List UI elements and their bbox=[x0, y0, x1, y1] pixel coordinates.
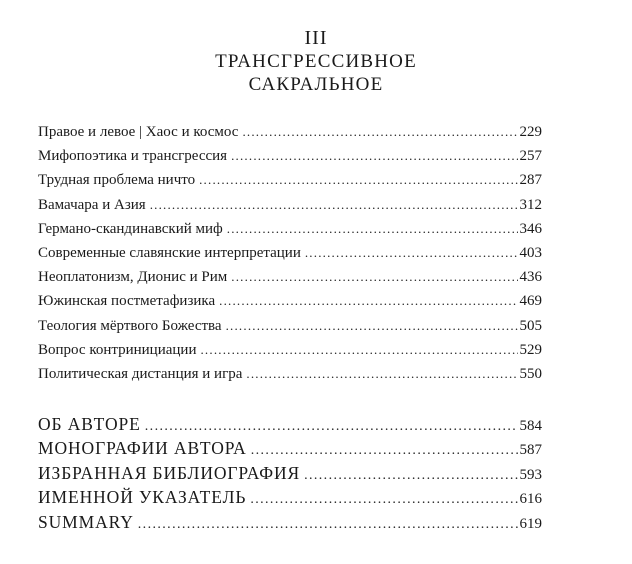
toc-entry-title: SUMMARY bbox=[38, 511, 134, 532]
toc-entry bbox=[38, 197, 542, 221]
toc-dot-leader bbox=[231, 269, 517, 285]
toc-dot-leader bbox=[250, 492, 517, 508]
toc-entry bbox=[38, 269, 542, 293]
table-of-contents-back-matter bbox=[38, 414, 542, 536]
part-title-line-1: ТРАНСГРЕССИВНОЕ bbox=[215, 51, 417, 72]
toc-entry-page: 550 bbox=[519, 365, 542, 382]
toc-entry bbox=[38, 124, 542, 148]
toc-entry-title: Политическая дистанция и игра bbox=[38, 365, 243, 382]
toc-entry-page: 469 bbox=[519, 293, 542, 310]
toc-dot-leader bbox=[150, 197, 518, 213]
toc-entry-title: Современные славянские интерпретации bbox=[38, 244, 301, 261]
toc-dot-leader bbox=[304, 468, 517, 484]
toc-dot-leader bbox=[219, 293, 517, 309]
toc-entry bbox=[38, 342, 542, 366]
toc-entry-page: 587 bbox=[519, 442, 542, 459]
toc-entry-title: МОНОГРАФИИ АВТОРА bbox=[38, 438, 247, 459]
toc-dot-leader bbox=[138, 517, 518, 533]
toc-entry bbox=[38, 293, 542, 317]
toc-dot-leader bbox=[226, 318, 518, 334]
toc-entry bbox=[38, 366, 542, 390]
toc-entry-title: Правое и левое | Хаос и космос bbox=[38, 124, 239, 140]
toc-entry-title: ИМЕННОЙ УКАЗАТЕЛЬ bbox=[38, 487, 247, 508]
toc-entry-title: Вамачара и Азия bbox=[38, 196, 146, 213]
toc-entry bbox=[38, 221, 542, 245]
toc-entry bbox=[38, 318, 542, 342]
toc-entry-page: 257 bbox=[519, 148, 542, 165]
toc-back-entry bbox=[38, 487, 542, 511]
toc-back-entry bbox=[38, 414, 542, 438]
toc-entry-title: ИЗБРАННАЯ БИБЛИОГРАФИЯ bbox=[38, 462, 301, 483]
toc-entry-page: 403 bbox=[519, 244, 542, 261]
toc-dot-leader bbox=[227, 221, 518, 237]
toc-entry-title: Неоплатонизм, Дионис и Рим bbox=[38, 269, 228, 286]
toc-entry bbox=[38, 148, 542, 172]
toc-entry-title: Южинская постметафизика bbox=[38, 293, 216, 310]
part-header bbox=[0, 26, 632, 96]
toc-entry-title: ОБ АВТОРЕ bbox=[38, 414, 141, 434]
toc-dot-leader bbox=[242, 124, 517, 140]
toc-entry-page: 616 bbox=[519, 491, 542, 508]
part-title-line-2: САКРАЛЬНОЕ bbox=[248, 74, 384, 95]
toc-dot-leader bbox=[305, 245, 518, 261]
toc-entry-title: Теология мёртвого Божества bbox=[38, 317, 222, 334]
toc-entry-page: 346 bbox=[519, 220, 542, 237]
toc-back-entry bbox=[38, 512, 542, 536]
toc-entry-title: Германо-скандинавский миф bbox=[38, 220, 223, 237]
toc-dot-leader bbox=[199, 172, 517, 188]
toc-entry-title: Трудная проблема ничто bbox=[38, 172, 196, 189]
toc-entry-title: Вопрос контринициации bbox=[38, 341, 197, 358]
toc-back-entry bbox=[38, 463, 542, 487]
toc-dot-leader bbox=[200, 342, 517, 358]
toc-entry-page: 619 bbox=[519, 515, 542, 532]
toc-entry-page: 593 bbox=[519, 466, 542, 483]
toc-dot-leader bbox=[231, 148, 517, 164]
toc-entry-page: 287 bbox=[519, 172, 542, 189]
toc-entry-page: 505 bbox=[519, 317, 542, 334]
toc-entry-page: 312 bbox=[519, 196, 542, 213]
toc-entry bbox=[38, 245, 542, 269]
toc-dot-leader bbox=[145, 419, 518, 435]
table-of-contents-chapters bbox=[38, 124, 542, 390]
toc-entry-page: 436 bbox=[519, 269, 542, 286]
toc-entry-page: 584 bbox=[519, 418, 542, 434]
part-number: III bbox=[304, 27, 328, 49]
toc-entry-page: 529 bbox=[519, 341, 542, 358]
toc-entry-page: 229 bbox=[519, 124, 542, 140]
toc-dot-leader bbox=[246, 366, 517, 382]
toc-entry bbox=[38, 172, 542, 196]
toc-back-entry bbox=[38, 438, 542, 462]
toc-dot-leader bbox=[251, 443, 518, 459]
toc-entry-title: Мифопоэтика и трансгрессия bbox=[38, 148, 228, 165]
